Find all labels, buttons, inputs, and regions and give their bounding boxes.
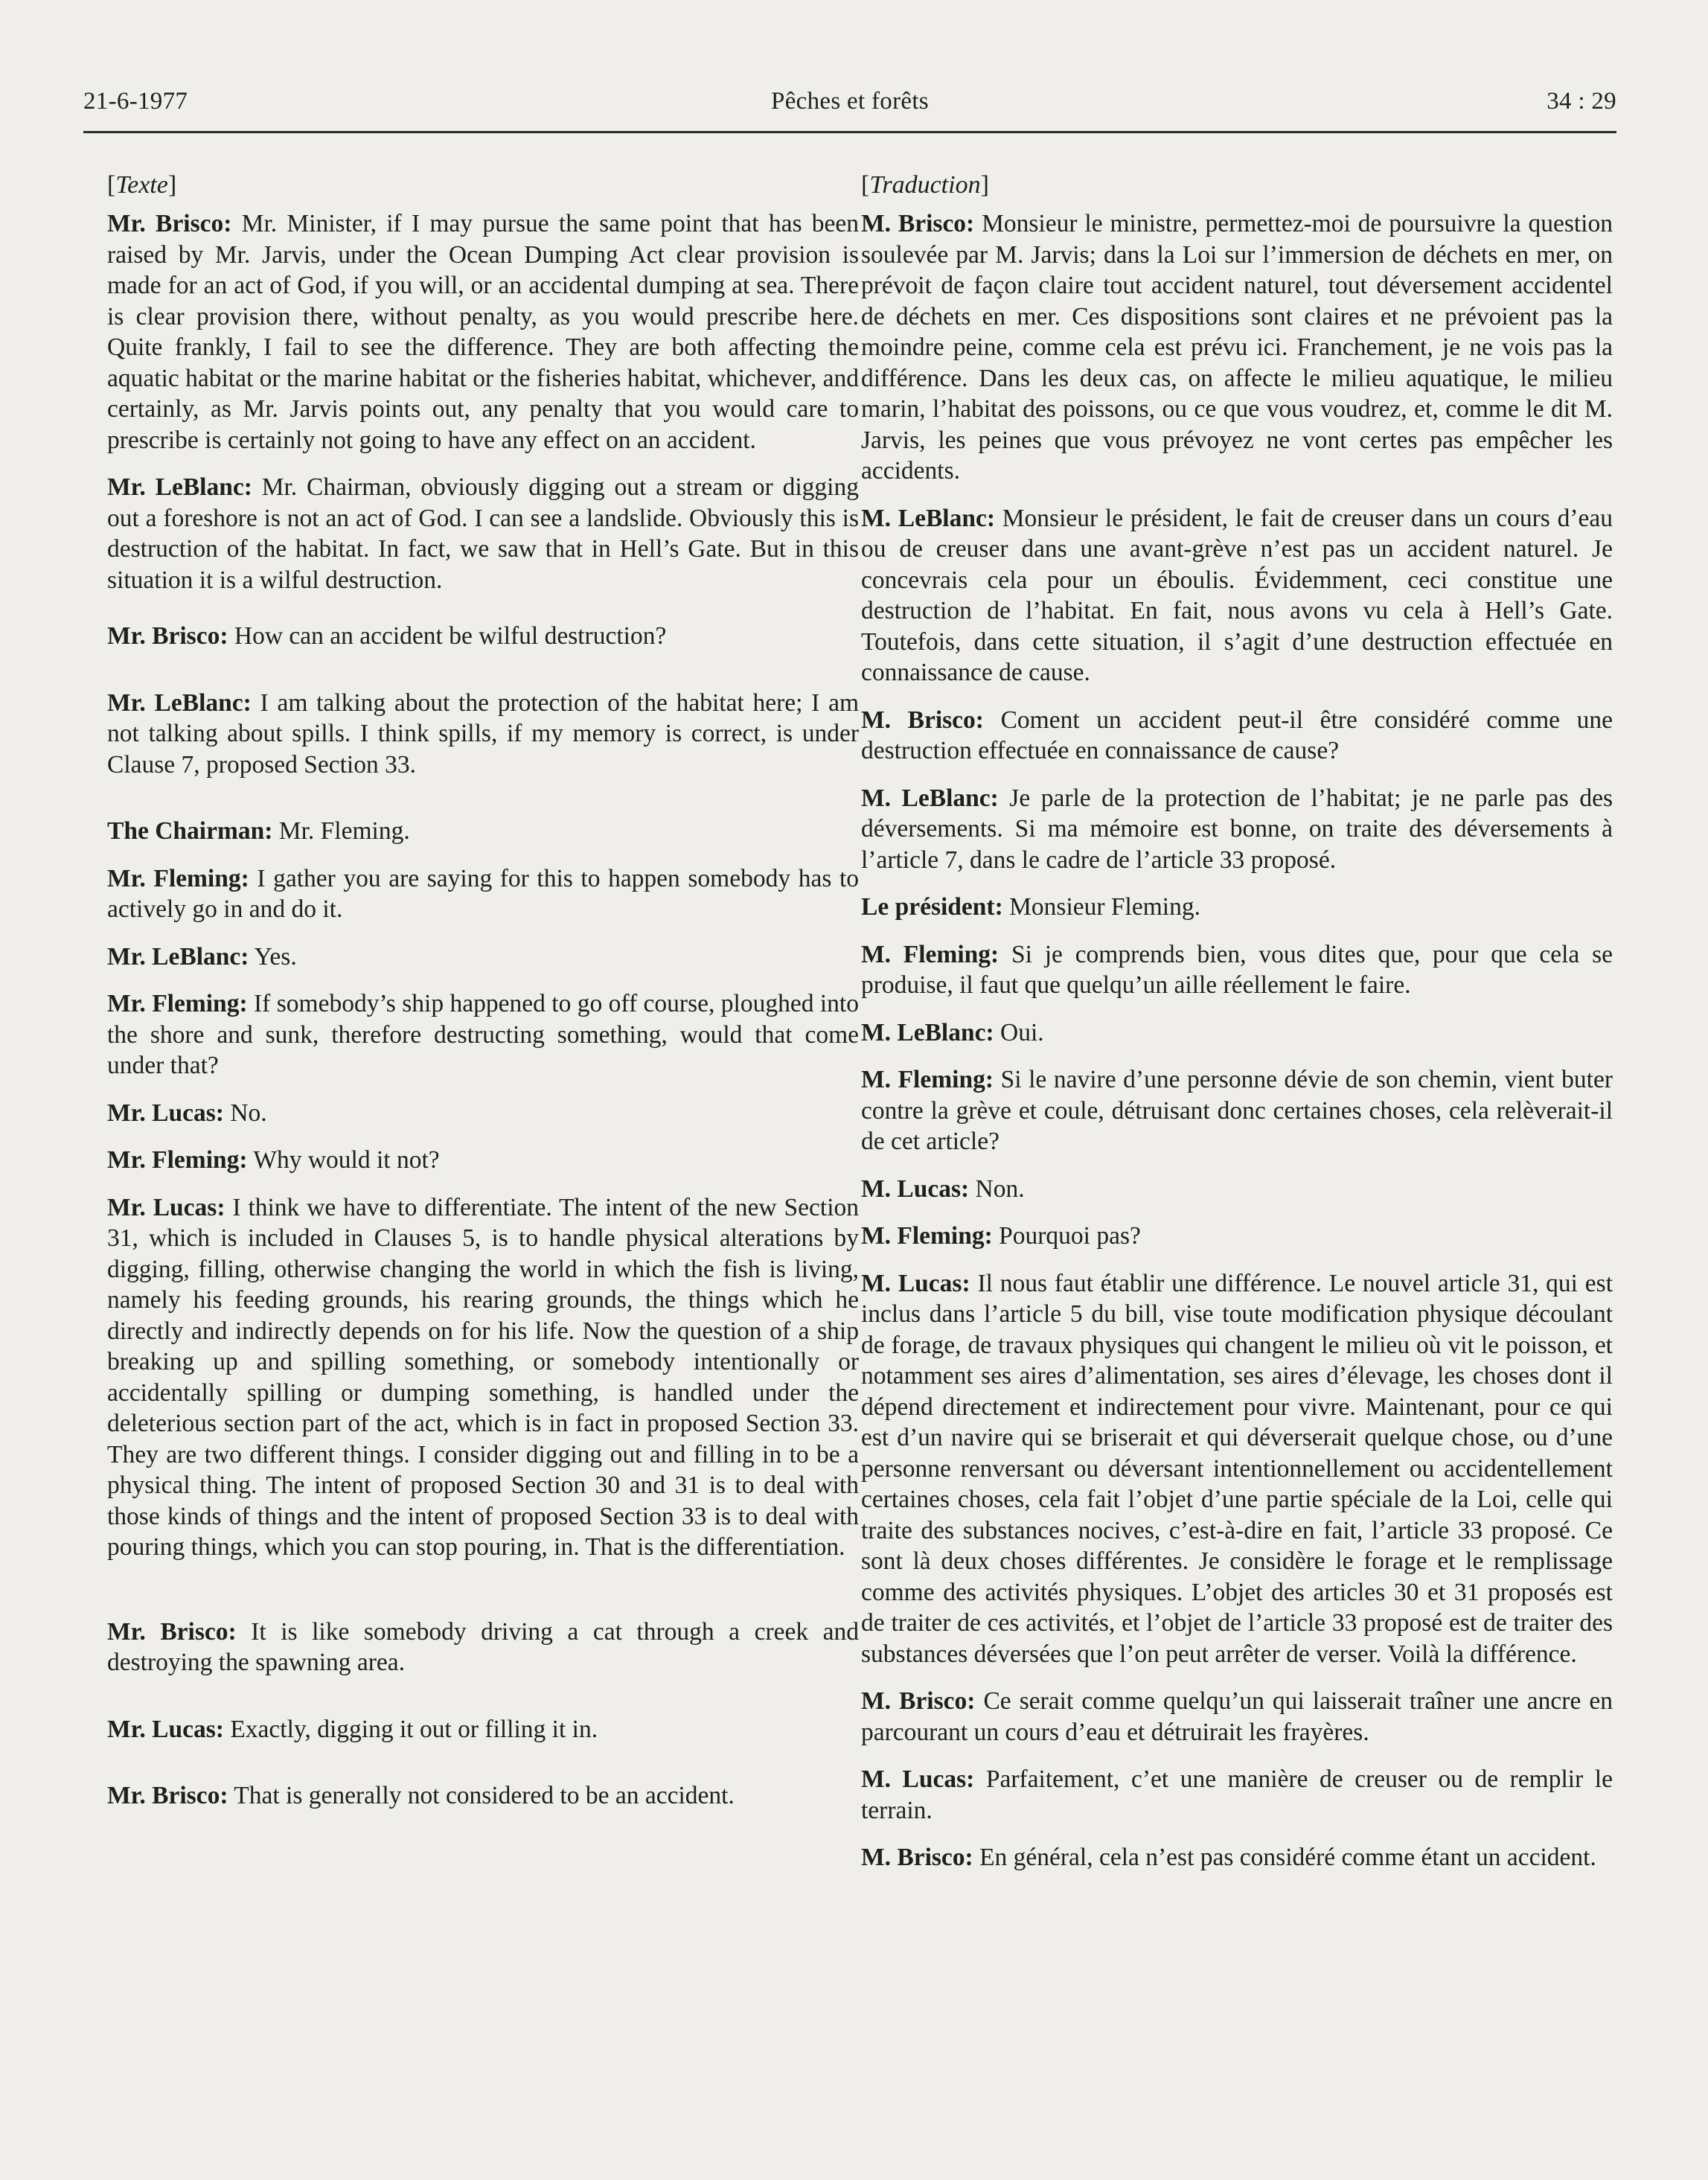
speech-text: Non. (969, 1174, 1025, 1203)
transcript-paragraph (861, 1268, 1613, 1670)
transcript-paragraph (107, 1780, 859, 1812)
speaker-name: M. LeBlanc: (861, 784, 999, 812)
column-label: [Texte] (107, 171, 177, 199)
speaker-name: M. Brisco: (861, 706, 984, 734)
speaker-name: Mr. LeBlanc: (107, 473, 252, 501)
speaker-name: Mr. Fleming: (107, 864, 249, 892)
transcript-paragraph (861, 1174, 1613, 1205)
speech-text: I think we have to differentiate. The intent of the new Section 31, which is included in Clauses 5, is to handle physical alterations by digging, filling, otherwise changing the world in which the fish is living, namely his feeding grounds, his rearing grounds, the things which he directly and indirectly depends on for his life. Now the question of a ship breaking up and spilling something, or somebody intentionally or accidentally spilling or dumping something, is handled under the deleterious section part of the act, which is in fact in proposed Section 33. They are two different things. I consider digging out and filling in to be a physical thing. The intent of proposed Section 30 and 31 is to deal with those kinds of things and the intent of proposed Section 33 is to deal with pouring things, which you can stop pouring, in. That is the differentiation. (107, 1193, 860, 1561)
transcript-paragraph (107, 988, 859, 1081)
speech-text: If somebody’s ship happened to go off course, ploughed into the shore and sunk, therefore destructing something, would that come under that? (107, 990, 859, 1079)
transcript-paragraph (107, 621, 859, 652)
speech-text: Mr. Chairman, obviously digging out a stream or digging out a foreshore is not an act of God. I can see a landslide. Obviously this is destruction of the habitat. In fact, we saw that in Hell’s Gate. But in this situation it is a wilful destruction. (107, 473, 859, 594)
speech-text: Exactly, digging it out or filling it in. (223, 1715, 598, 1743)
transcript-paragraph (107, 472, 859, 595)
speaker-name: M. LeBlanc: (861, 504, 996, 532)
header-title: Pêches et forêts (771, 88, 929, 115)
speech-text: Si je comprends bien, vous dites que, pour que cela se produise, il faut que quelqu’un aille réellement le faire. (861, 940, 1613, 999)
speech-text: Coment un accident peut-il être considéré comme une destruction effectuée en connaissance de cause? (861, 706, 1613, 764)
speech-text: Si le navire d’une personne dévie de son chemin, vient buter contre la grève et coule, détruisant donc certaines choses, cela relèverait-il de cet article? (861, 1066, 1613, 1155)
transcript-paragraph (107, 942, 859, 973)
transcript-paragraph (107, 1145, 859, 1176)
speaker-name: Mr. Brisco: (107, 622, 228, 650)
speech-text: Ce serait comme quelqu’un qui laisserait traîner une ancre en parcourant un cours d’eau et détruirait les frayères. (861, 1687, 1613, 1746)
header-date: 21-6-1977 (83, 88, 188, 115)
header-rule (83, 131, 1616, 133)
speaker-name: M. Lucas: (861, 1765, 975, 1793)
transcript-paragraph (107, 816, 859, 847)
speech-text: Monsieur Fleming. (1002, 893, 1200, 921)
transcript-paragraph (107, 1098, 859, 1129)
speaker-name: Mr. Lucas: (107, 1193, 226, 1221)
speaker-name: M. Lucas: (861, 1269, 970, 1297)
transcript-paragraph (861, 939, 1613, 1001)
speaker-name: Mr. Lucas: (107, 1715, 224, 1743)
transcript-paragraph (861, 208, 1613, 487)
french-column (861, 170, 1613, 1890)
speaker-name: M. LeBlanc: (861, 1018, 994, 1046)
transcript-paragraph (107, 688, 859, 781)
speech-text: Oui. (994, 1018, 1044, 1046)
speech-text: I am talking about the protection of the habitat here; I am not talking about spills. I think spills, if my memory is correct, is under Clause 7, proposed Section 33. (107, 688, 859, 779)
speech-text: Mr. Fleming. (272, 817, 410, 845)
speech-text: Monsieur le président, le fait de creuser dans un cours d’eau ou de creuser dans une avant-grève n’est pas un accident naturel. Je concevrais cela pour un éboulis. Évidemment, ceci constitue une destruction de l’habitat. En fait, nous avons vu cela à Hell’s Gate. Toutefois, dans cette situation, il s’agit d’une destruction effectuée en connaissance de cause. (861, 504, 1613, 686)
transcript-paragraph (861, 1221, 1613, 1252)
speech-text: I gather you are saying for this to happen somebody has to actively go in and do it. (107, 864, 859, 923)
transcript-paragraph (861, 783, 1613, 876)
speaker-name: M. Brisco: (861, 1844, 973, 1871)
transcript-paragraph (861, 892, 1613, 923)
page-header (83, 88, 1616, 134)
speaker-name: Mr. Fleming: (107, 990, 248, 1017)
transcript-paragraph (107, 208, 859, 456)
speaker-name: M. Lucas: (861, 1174, 970, 1203)
speaker-name: M. Fleming: (861, 1222, 993, 1250)
speech-text: Mr. Minister, if I may pursue the same point that has been raised by Mr. Jarvis, under the Ocean Dumping Act clear provision is made for an act of God, if you will, or an accidental dumping at sea. There is clear provision there, without penalty, as you would prescribe here. Quite frankly, I fail to see the difference. They are both affecting the aquatic habitat or the marine habitat or the fisheries habitat, whichever, and certainly, as Mr. Jarvis points out, any penalty that you would care to prescribe is certainly not going to have any effect on an accident. (107, 210, 859, 454)
speaker-name: Le président: (861, 893, 1003, 921)
speaker-name: Mr. Brisco: (107, 1782, 228, 1809)
transcript-paragraph (107, 863, 859, 925)
transcript-paragraph (861, 705, 1613, 767)
speaker-name: Mr. LeBlanc: (107, 942, 249, 971)
transcript-paragraph (107, 1192, 859, 1563)
speech-text: Monsieur le ministre, permettez-moi de poursuivre la question soulevée par M. Jarvis; dans la Loi sur l’immersion de déchets en mer, on prévoit de façon claire tout accident naturel, tout déversement accidentel de déchets en mer. Ces dispositions sont claires et ne prévoient pas la moindre peine, comme cela est prévu ici. Franchement, je ne vois pas la différence. Dans les deux cas, on affecte le milieu aquatique, le milieu marin, l’habitat des poissons, ou ce que vous voudrez, et, comme le dit M. Jarvis, les peines que vous prévoyez ne vont certes pas empêcher les accidents. (861, 210, 1613, 485)
speaker-name: M. Brisco: (861, 1687, 976, 1715)
english-column (107, 170, 859, 1828)
speaker-name: M. Fleming: (861, 1066, 994, 1093)
speaker-name: Mr. Fleming: (107, 1146, 248, 1174)
speaker-name: M. Fleming: (861, 940, 999, 968)
speech-text: Why would it not? (247, 1146, 440, 1174)
transcript-paragraph (861, 1064, 1613, 1157)
transcript-paragraph (861, 1686, 1613, 1748)
speaker-name: Mr. Brisco: (107, 210, 232, 237)
speech-text: Parfaitement, c’et une manière de creuser ou de remplir le terrain. (861, 1765, 1613, 1824)
speaker-name: Mr. Brisco: (107, 1617, 237, 1646)
speech-text: En général, cela n’est pas considéré comme étant un accident. (973, 1844, 1596, 1871)
transcript-paragraph (861, 1842, 1613, 1873)
transcript-paragraph (861, 1764, 1613, 1826)
transcript-paragraph (861, 1017, 1613, 1049)
speech-text: That is generally not considered to be an accident. (228, 1782, 735, 1809)
transcript-paragraph (861, 503, 1613, 688)
transcript-paragraph (107, 1714, 859, 1745)
header-page-number: 34 : 29 (1547, 88, 1616, 115)
speech-text: No. (223, 1099, 267, 1127)
speech-text: How can an accident be wilful destruction? (228, 622, 667, 650)
speech-text: Il nous faut établir une différence. Le nouvel article 31, qui est inclus dans l’article 5 du bill, vise toute modification physique découlant de forage, de travaux physiques qui changent le milieu où vit le poisson, et notamment ses aires d’alimentation, ses aires d’élevage, les choses dont il dépend directement et indirectement pour vivre. Maintenant, pour ce qui est d’un navire qui se briserait et qui déverserait quelque chose, ou d’une personne renversant ou déversant intentionnellement ou accidentellement certaines choses, cela fait l’objet d’une partie spéciale de la Loi, celle qui traite des substances nocives, c’est-à-dire en fait, l’article 33 proposé. Ce sont là deux choses différentes. Je considère le forage et le remplissage comme des activités physiques. L’objet des articles 30 et 31 proposés est de traiter de ces activités, et l’objet de l’article 33 proposé est de traiter des substances déversées que l’on peut arrêter de verser. Voilà la différence. (861, 1269, 1613, 1668)
column-label: [Traduction] (861, 171, 989, 199)
speech-text: Pourquoi pas? (992, 1222, 1141, 1250)
speaker-name: Mr. LeBlanc: (107, 688, 252, 717)
speaker-name: The Chairman: (107, 817, 273, 845)
speaker-name: Mr. Lucas: (107, 1099, 224, 1127)
speech-text: It is like somebody driving a cat through a creek and destroying the spawning area. (107, 1617, 860, 1676)
speech-text: Yes. (249, 942, 297, 971)
transcript-paragraph (107, 1617, 859, 1678)
speaker-name: M. Brisco: (861, 210, 975, 237)
speech-text: Je parle de la protection de l’habitat; je ne parle pas des déversements. Si ma mémoire est bonne, on traite des déversements à l’article 7, dans le cadre de l’article 33 proposé. (861, 784, 1613, 874)
